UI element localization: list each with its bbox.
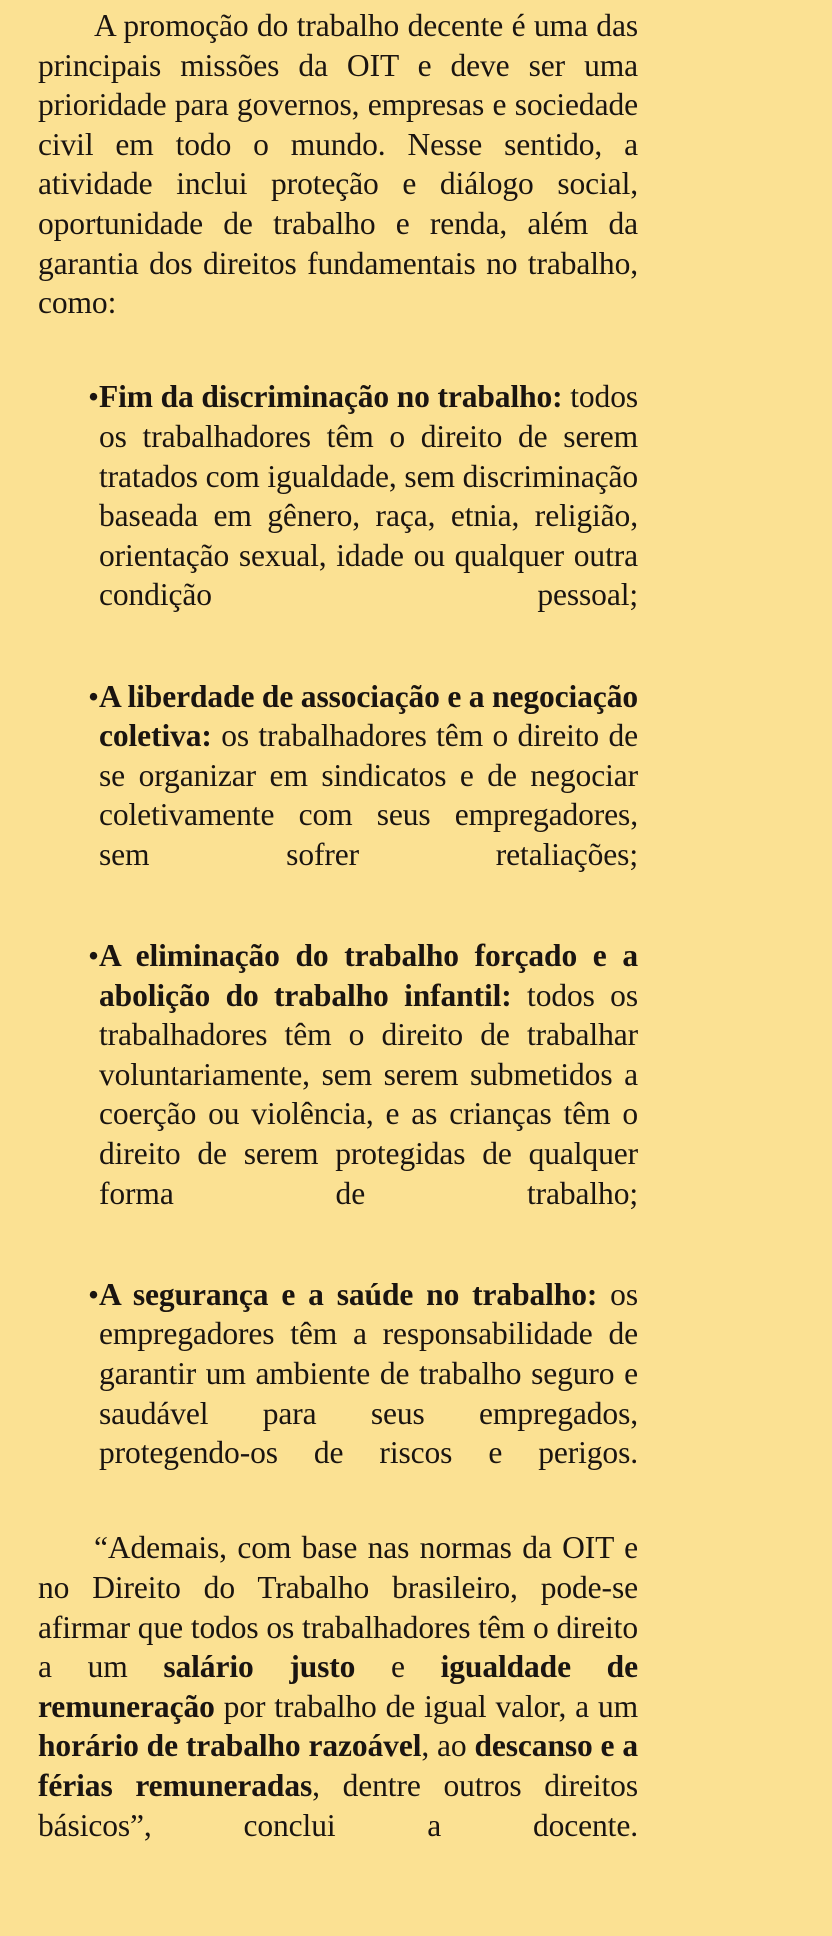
closing-text-part-3: por trabalho de igual valor, a um [214, 1688, 638, 1724]
bullet-body-text: os empregadores têm a responsabilidade de garantir um ambiente de trabalho seguro e saudável para seus empregados, protegendo-os de riscos e perigos. [99, 1276, 638, 1471]
closing-bold-igualdade-remuneracao: igualdade de remuneração [38, 1649, 638, 1724]
list-item [38, 677, 638, 915]
closing-text-part-1: “Ademais, com base nas normas da OIT e no Direito do Trabalho brasileiro, pode-se afirmar que todos os trabalhadores têm o direito a um [38, 1530, 638, 1685]
bullet-lead-label: Fim da discriminação no trabalho: [99, 379, 563, 415]
bullet-icon: • [88, 938, 99, 974]
bullet-body-text: todos os trabalhadores têm o direito de serem tratados com igualdade, sem discriminação baseada em gênero, raça, etnia, religião, orientação sexual, idade ou qualquer outra condição pessoal; [99, 379, 638, 613]
closing-bold-salario-justo: salário justo [163, 1649, 356, 1685]
closing-text-part-5: , dentre outros direitos básicos”, conclui a docente. [38, 1767, 638, 1843]
bullet-lead-label: A segurança e a saúde no trabalho: [99, 1276, 598, 1312]
bullet-body-text: todos os trabalhadores têm o direito de trabalhar voluntariamente, sem serem submetidos a coerção ou violência, e as crianças têm o direito de serem protegidas de qualquer forma de trabalho; [99, 977, 638, 1211]
bullet-icon: • [88, 678, 99, 714]
rights-bullet-list [38, 377, 638, 1512]
bullet-icon: • [88, 379, 99, 415]
closing-text-part-4: , ao [421, 1728, 475, 1764]
bullet-lead-label: A liberdade de associação e a negociação coletiva: [99, 678, 638, 754]
closing-text-part-2: e [355, 1649, 441, 1685]
intro-paragraph: A promoção do trabalho decente é uma das principais missões da OIT e deve ser uma prioridade para governos, empresas e sociedade civil em todo o mundo. Nesse sentido, a atividade inclui proteção e diálogo social, oportunidade de trabalho e renda, além da garantia dos direitos fundamentais no trabalho, como: [38, 8, 638, 321]
bullet-body-text: os trabalhadores têm o direito de se organizar em sindicatos e de negociar coletivamente com seus empregadores, sem sofrer retaliações; [99, 718, 638, 872]
list-item [38, 1275, 638, 1513]
closing-bold-horario-trabalho: horário de trabalho razoável [38, 1728, 422, 1764]
closing-paragraph [38, 1528, 638, 1884]
list-item [38, 377, 638, 654]
list-item [38, 936, 638, 1253]
bullet-lead-label: A eliminação do trabalho forçado e a abolição do trabalho infantil: [99, 938, 638, 1013]
bullet-icon: • [88, 1276, 99, 1312]
closing-bold-descanso-ferias: descanso e a férias remuneradas [38, 1728, 638, 1803]
